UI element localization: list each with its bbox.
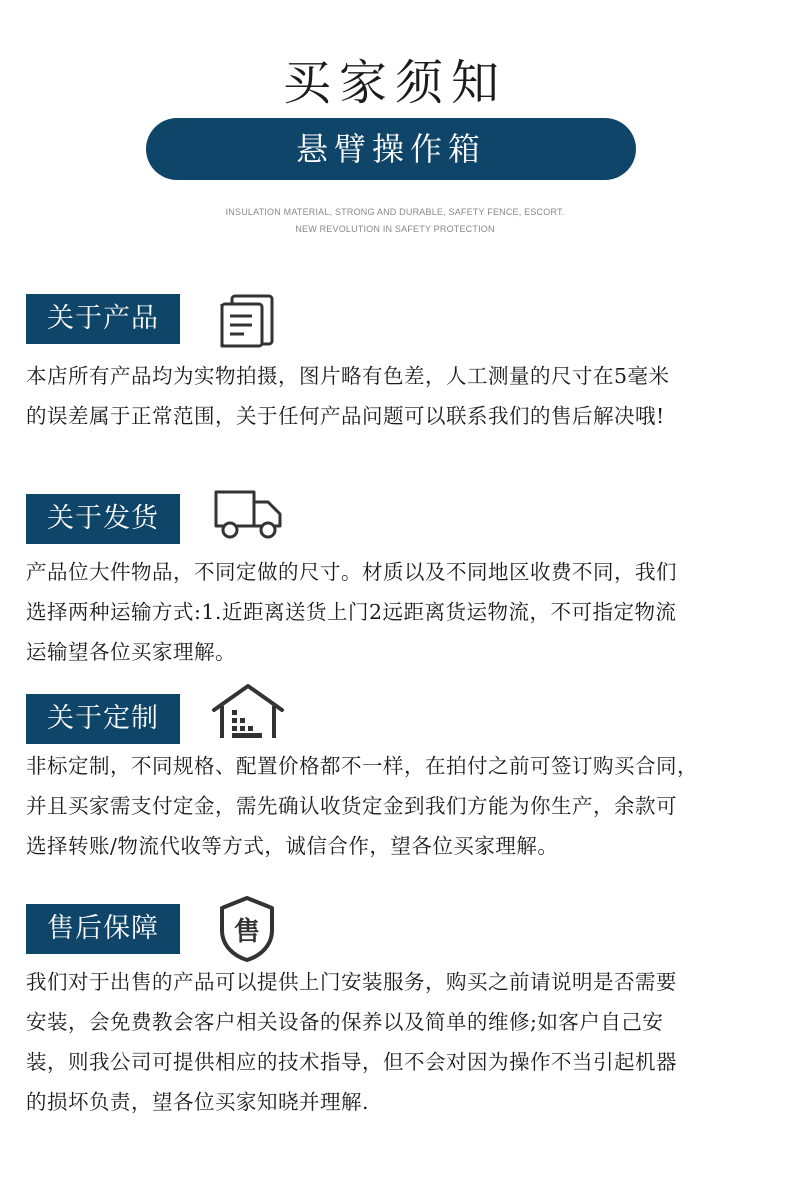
section-heading-custom: 关于定制 — [26, 694, 180, 744]
page-title: 买家须知 — [282, 55, 507, 111]
section-heading-aftersale: 售后保障 — [26, 904, 180, 954]
shield-glyph: 售 — [233, 917, 261, 947]
section-heading-shipping: 关于发货 — [26, 494, 180, 544]
text-line: 选择两种运输方式:1.近距离送货上门2远距离货运物流，不可指定物流 — [26, 600, 677, 624]
section-heading-product: 关于产品 — [26, 294, 180, 344]
truck-icon — [210, 486, 288, 544]
text-line: 的误差属于正常范围，关于任何产品问题可以联系我们的售后解决哦! — [26, 404, 665, 428]
building-icon — [208, 680, 288, 742]
section-text-shipping — [26, 552, 786, 672]
document-icon — [214, 290, 278, 352]
text-line: 并且买家需支付定金，需先确认收货定金到我们方能为你生产，余款可 — [26, 794, 677, 818]
product-name-banner: 悬臂操作箱 — [146, 118, 636, 180]
text-line: 本店所有产品均为实物拍摄，图片略有色差，人工测量的尺寸在5毫米 — [26, 364, 670, 388]
text-line: 安装，会免费教会客户相关设备的保养以及简单的维修;如客户自己安 — [26, 1010, 664, 1034]
text-line: 我们对于出售的产品可以提供上门安装服务，购买之前请说明是否需要 — [26, 970, 677, 994]
text-line: 装，则我公司可提供相应的技术指导，但不会对因为操作不当引起机器 — [26, 1050, 677, 1074]
section-text-custom — [26, 746, 786, 866]
text-line: 非标定制，不同规格、配置价格都不一样，在拍付之前可签订购买合同， — [26, 754, 698, 778]
text-line: 选择转账/物流代收等方式，诚信合作，望各位买家理解。 — [26, 834, 559, 858]
section-text-product — [26, 356, 786, 436]
text-line: 运输望各位买家理解。 — [26, 640, 236, 664]
tagline — [0, 204, 790, 238]
tagline-line-1: INSULATION MATERIAL, STRONG AND DURABLE, SAFETY FENCE, ESCORT. — [225, 207, 565, 217]
text-line: 的损坏负责，望各位买家知晓并理解. — [26, 1090, 370, 1114]
section-text-aftersale — [26, 962, 786, 1122]
text-line: 产品位大件物品，不同定做的尺寸。材质以及不同地区收费不同，我们 — [26, 560, 677, 584]
shield-icon — [216, 894, 278, 964]
tagline-line-2: NEW REVOLUTION IN SAFETY PROTECTION — [295, 224, 495, 234]
